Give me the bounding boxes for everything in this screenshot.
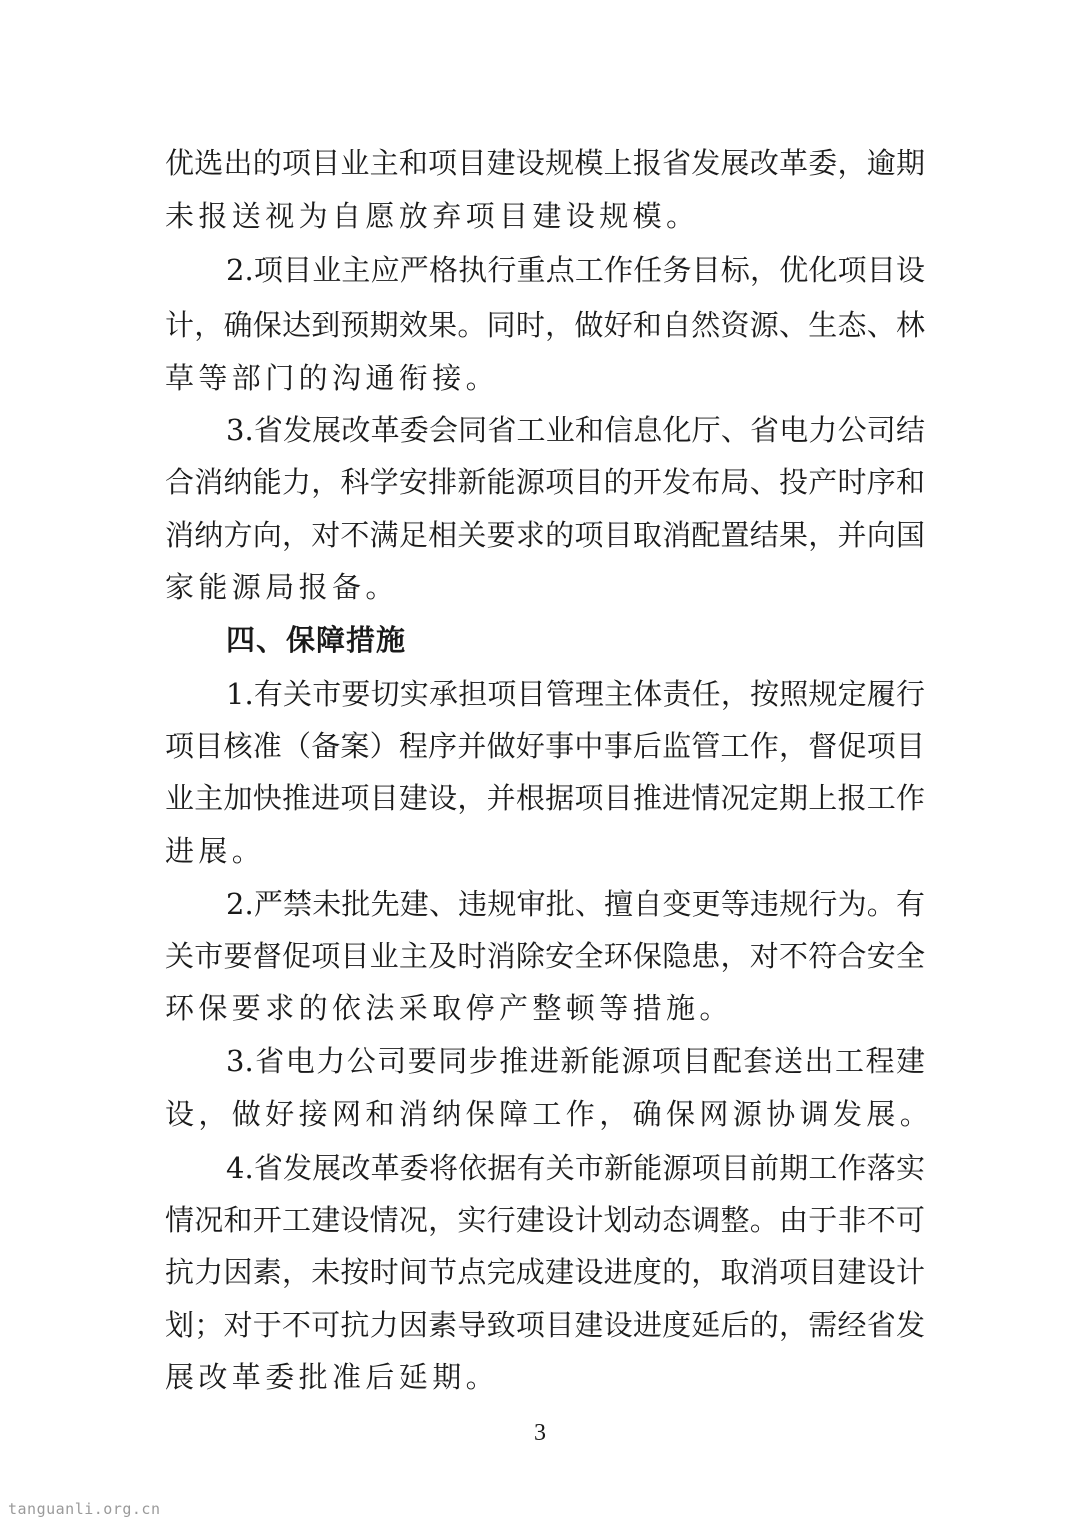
text-line: 环保要求的依法采取停产整顿等措施。 [165, 991, 733, 1025]
text-line: 设，做好接网和消纳保障工作，确保网源协调发展。 [165, 1097, 934, 1131]
text-line: 关市要督促项目业主及时消除安全环保隐患，对不符合安全 [165, 939, 925, 973]
text-line: 2.严禁未批先建、违规审批、擅自变更等违规行为。有 [226, 887, 925, 921]
text-line: 计，确保达到预期效果。同时，做好和自然资源、生态、林 [165, 308, 925, 342]
text-line: 抗力因素，未按时间节点完成建设进度的，取消项目建设计 [165, 1255, 925, 1289]
text-line: 未报送视为自愿放弃项目建设规模。 [165, 199, 700, 233]
text-line: 3.省电力公司要同步推进新能源项目配套送出工程建 [226, 1044, 925, 1078]
text-line: 优选出的项目业主和项目建设规模上报省发展改革委，逾期 [165, 146, 925, 180]
text-line: 划；对于不可抗力因素导致项目建设进度延后的，需经省发 [165, 1308, 925, 1342]
text-line: 合消纳能力，科学安排新能源项目的开发布局、投产时序和 [165, 465, 925, 499]
text-line: 消纳方向，对不满足相关要求的项目取消配置结果，并向国 [165, 518, 925, 552]
text-line: 项目核准（备案）程序并做好事中事后监管工作，督促项目 [165, 729, 925, 763]
page-number: 3 [534, 1420, 546, 1446]
text-line: 4.省发展改革委将依据有关市新能源项目前期工作落实 [226, 1151, 925, 1185]
text-line: 家能源局报备。 [165, 570, 399, 604]
text-line: 情况和开工建设情况，实行建设计划动态调整。由于非不可 [165, 1203, 925, 1237]
text-line: 业主加快推进项目建设，并根据项目推进情况定期上报工作 [165, 781, 925, 815]
text-line: 3.省发展改革委会同省工业和信息化厅、省电力公司结 [226, 413, 925, 447]
text-line: 展改革委批准后延期。 [165, 1360, 500, 1394]
watermark-text: tanguanli.org.cn [8, 1500, 161, 1518]
text-line: 草等部门的沟通衔接。 [165, 361, 500, 395]
text-line: 进展。 [165, 834, 266, 868]
text-line: 2.项目业主应严格执行重点工作任务目标，优化项目设 [226, 253, 925, 287]
text-line: 1.有关市要切实承担项目管理主体责任，按照规定履行 [226, 677, 925, 711]
section-heading: 四、保障措施 [226, 623, 407, 657]
